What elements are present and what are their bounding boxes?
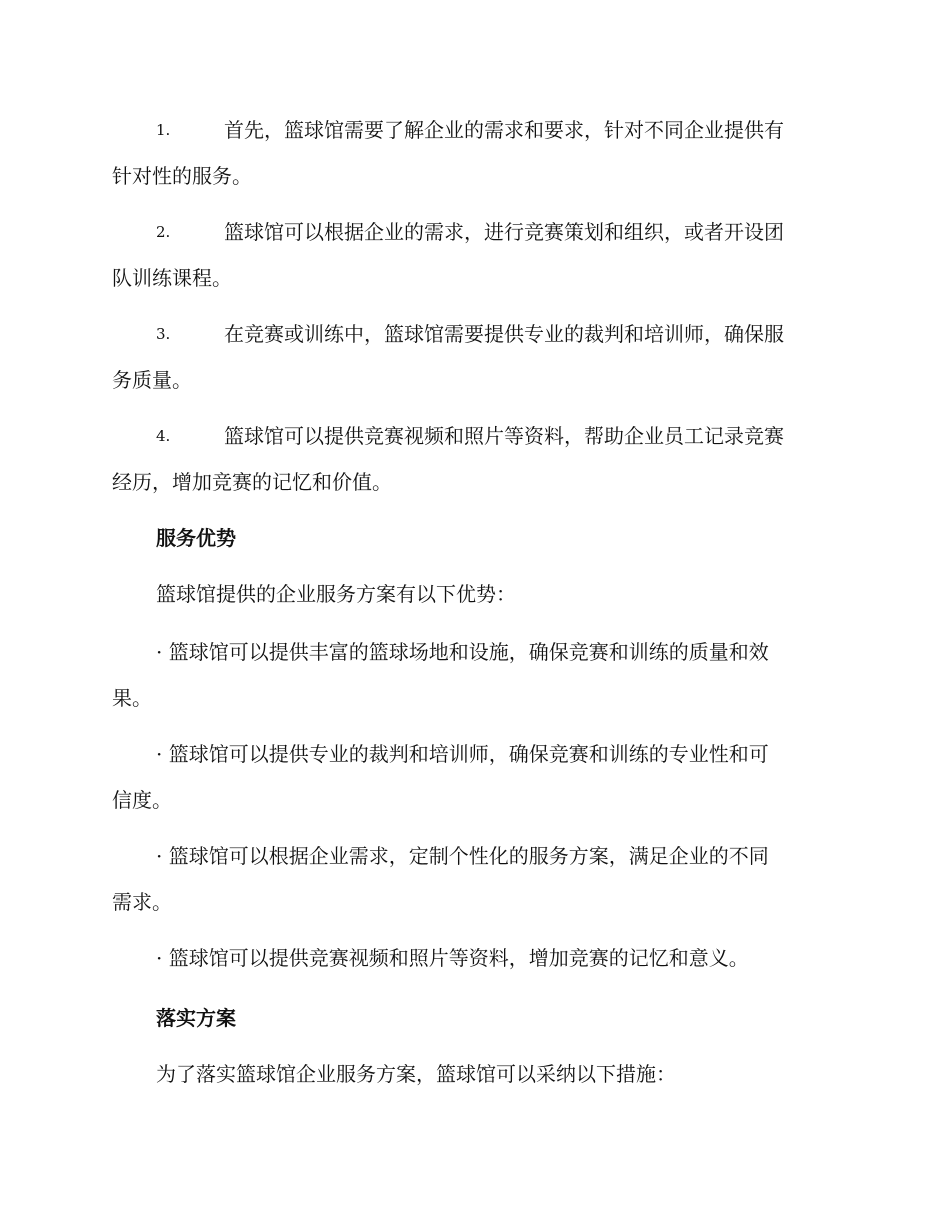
- item-text-line2: 队训练课程。: [112, 266, 232, 290]
- numbered-item: [112, 413, 834, 505]
- item-number: 4.: [156, 427, 171, 445]
- bullet-text-line1: · 篮球馆可以根据企业需求，定制个性化的服务方案，满足企业的不同: [156, 844, 769, 868]
- item-number: 2.: [156, 223, 171, 241]
- bullet-text-line2: 需求。: [112, 890, 172, 914]
- numbered-item: [112, 209, 834, 301]
- item-text-line1: 首先，篮球馆需要了解企业的需求和要求，针对不同企业提供有: [224, 118, 784, 142]
- item-number: 1.: [156, 121, 171, 139]
- bullet-text-line1: · 篮球馆可以提供竞赛视频和照片等资料，增加竞赛的记忆和意义。: [156, 946, 749, 970]
- bullet-item: [112, 833, 834, 925]
- item-text-line2: 经历，增加竞赛的记忆和价值。: [112, 470, 392, 494]
- bullet-text-line1: · 篮球馆可以提供专业的裁判和培训师，确保竞赛和训练的专业性和可: [156, 742, 769, 766]
- bullet-item: [112, 629, 834, 721]
- item-text-line1: 篮球馆可以提供竞赛视频和照片等资料，帮助企业员工记录竞赛: [224, 424, 784, 448]
- section-heading-advantages: 服务优势: [156, 526, 236, 550]
- bullet-item: [112, 731, 834, 823]
- section-intro-implementation: [112, 1051, 834, 1097]
- numbered-item: [112, 107, 834, 199]
- bullet-text-line2: 信度。: [112, 788, 172, 812]
- section-heading-implementation: 落实方案: [156, 1006, 236, 1030]
- bullet-item: [112, 935, 834, 981]
- section-intro-advantages: [112, 571, 834, 617]
- intro-text: 为了落实篮球馆企业服务方案，篮球馆可以采纳以下措施：: [156, 1062, 676, 1086]
- item-text-line1: 在竞赛或训练中，篮球馆需要提供专业的裁判和培训师，确保服: [224, 322, 784, 346]
- item-text-line2: 针对性的服务。: [112, 164, 252, 188]
- bullet-text-line2: 果。: [112, 686, 152, 710]
- item-text-line2: 务质量。: [112, 368, 192, 392]
- bullet-text-line1: · 篮球馆可以提供丰富的篮球场地和设施，确保竞赛和训练的质量和效: [156, 640, 769, 664]
- numbered-item: [112, 311, 834, 403]
- item-text-line1: 篮球馆可以根据企业的需求，进行竞赛策划和组织，或者开设团: [224, 220, 784, 244]
- item-number: 3.: [156, 325, 171, 343]
- intro-text: 篮球馆提供的企业服务方案有以下优势：: [156, 582, 516, 606]
